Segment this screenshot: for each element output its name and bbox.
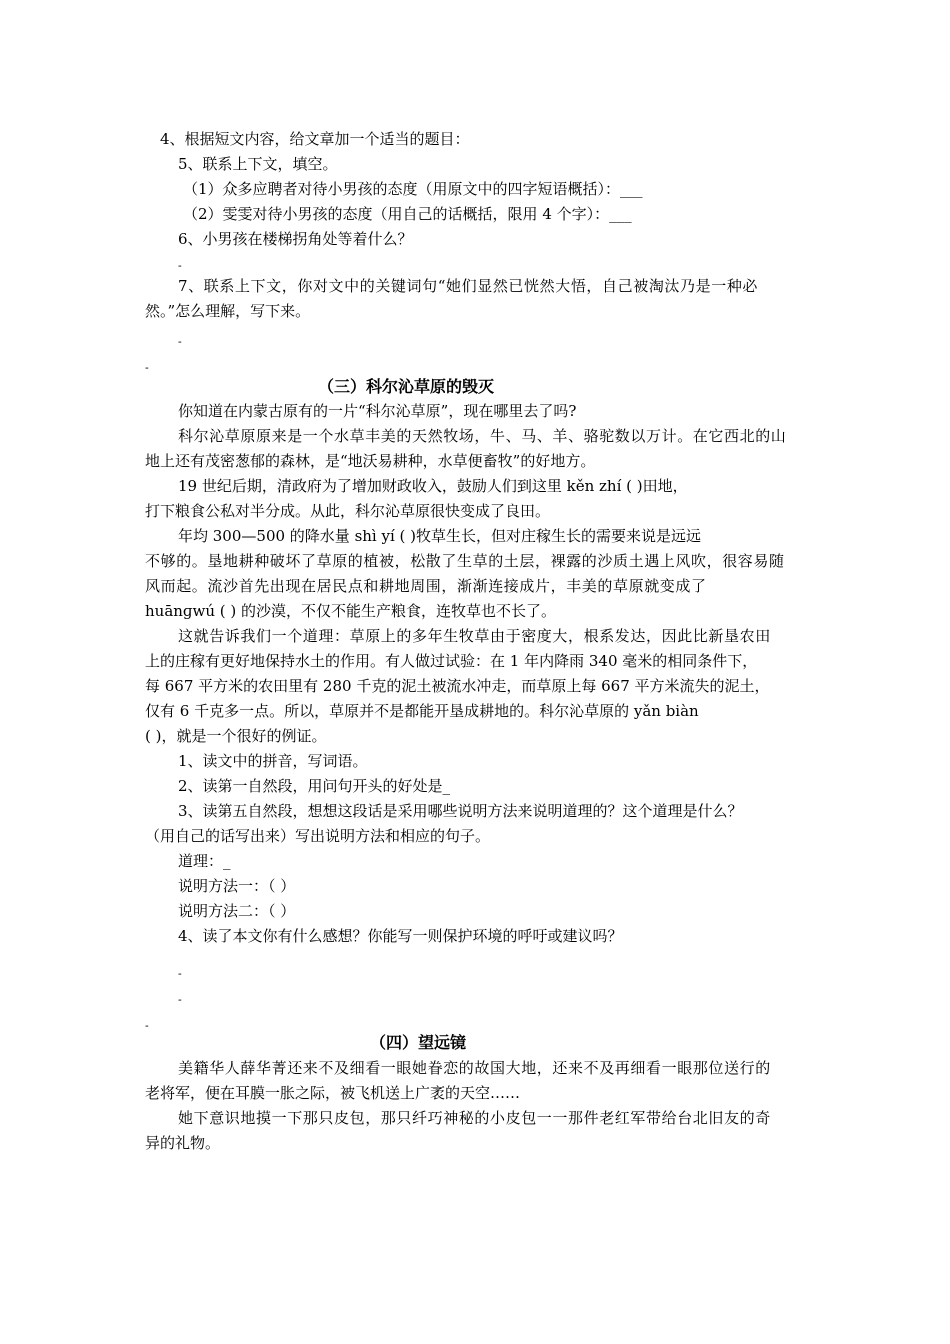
paragraph-line: ( )，就是一个很好的例证。 [145,727,327,745]
section-4-heading: （四）望远镜 [370,1033,467,1052]
paragraph-line: 她下意识地摸一下那只皮包，那只纤巧神秘的小皮包一一那件老红军带给台北旧友的奇 [178,1109,771,1127]
answer-blank: - [178,259,182,272]
answer-blank: - [145,1019,149,1032]
method-two-label: 说明方法二：（ ） [178,902,296,920]
paragraph-line: 风而起。流沙首先出现在居民点和耕地周围，渐渐连接成片，丰美的草原就变成了 [145,577,707,595]
answer-blank: - [178,993,182,1006]
answer-blank: - [145,361,149,374]
question-3-line: （用自己的话写出来）写出说明方法和相应的句子。 [145,827,491,845]
paragraph-line: 每 667 平方米的农田里有 280 千克的泥土被流水冲走，而草原上每 667 平方米流失的泥土， [145,677,770,695]
method-one-label: 说明方法一：（ ） [178,877,296,895]
answer-blank: - [178,335,182,348]
question-5: 5、联系上下文，填空。 [178,155,338,173]
paragraph-line: 19 世纪后期，清政府为了增加财政收入，鼓励人们到这里 kěn zhí ( )田地， [178,477,688,495]
paragraph-line: 老将军，便在耳膜一胀之际，被飞机送上广袤的天空…… [145,1084,521,1102]
question-2: 2、读第一自然段，用问句开头的好处是_ [178,777,451,795]
paragraph-line: 打下粮食公私对半分成。从此，科尔沁草原很快变成了良田。 [145,502,551,520]
answer-blank: - [178,967,182,980]
paragraph-line: 异的礼物。 [145,1134,221,1152]
section-3-heading: （三）科尔沁草原的毁灭 [318,377,495,396]
paragraph-line: 年均 300—500 的降水量 shì yí ( )牧草生长，但对庄稼生长的需要来说是远远 [178,527,702,545]
paragraph-line: 上的庄稼有更好地保持水土的作用。有人做过试验：在 1 年内降雨 340 毫米的相同条件下， [145,652,758,670]
question-7-line: 然。”怎么理解，写下来。 [145,302,311,320]
question-1: 1、读文中的拼音，写词语。 [178,752,368,770]
question-5-2: （2）雯雯对待小男孩的态度（用自己的话概括，限用 4 个字）：___ [183,205,632,223]
paragraph-line: huānɡwú ( ) 的沙漠，不仅不能生产粮食，连牧草也不长了。 [145,602,557,620]
paragraph-line: 地上还有茂密葱郁的森林，是“地沃易耕种，水草便畜牧”的好地方。 [145,452,596,470]
reason-label: 道理：_ [178,852,231,870]
paragraph-line: 不够的。垦地耕种破坏了草原的植被，松散了生草的土层，裸露的沙质土遇上风吹，很容易随 [145,552,785,570]
question-7-line: 7、联系上下文，你对文中的关键词句“她们显然已恍然大悟，自己被淘汰乃是一种必 [178,277,759,295]
question-5-1: （1）众多应聘者对待小男孩的态度（用原文中的四字短语概括）：___ [183,180,643,198]
paragraph-line: 你知道在内蒙古原有的一片“科尔沁草原”，现在哪里去了吗? [178,402,577,420]
question-6: 6、小男孩在楼梯拐角处等着什么？ [178,230,413,248]
question-4: 4、根据短文内容，给文章加一个适当的题目： [160,130,470,148]
paragraph-line: 美籍华人薛华菁还来不及细看一眼她眷恋的故国大地，还来不及再细看一眼那位送行的 [178,1059,771,1077]
question-3-line: 3、读第五自然段，想想这段话是采用哪些说明方法来说明道理的？这个道理是什么？ [178,802,743,820]
question-4: 4、读了本文你有什么感想？你能写一则保护环境的呼吁或建议吗？ [178,927,623,945]
paragraph-line: 仅有 6 千克多一点。所以，草原并不是都能开垦成耕地的。科尔沁草原的 yǎn biàn [145,702,699,720]
paragraph-line: 科尔沁草原原来是一个水草丰美的天然牧场，牛、马、羊、骆驼数以万计。在它西北的山 [178,427,787,445]
paragraph-line: 这就告诉我们一个道理：草原上的多年生牧草由于密度大，根系发达，因此比新垦农田 [178,627,771,645]
